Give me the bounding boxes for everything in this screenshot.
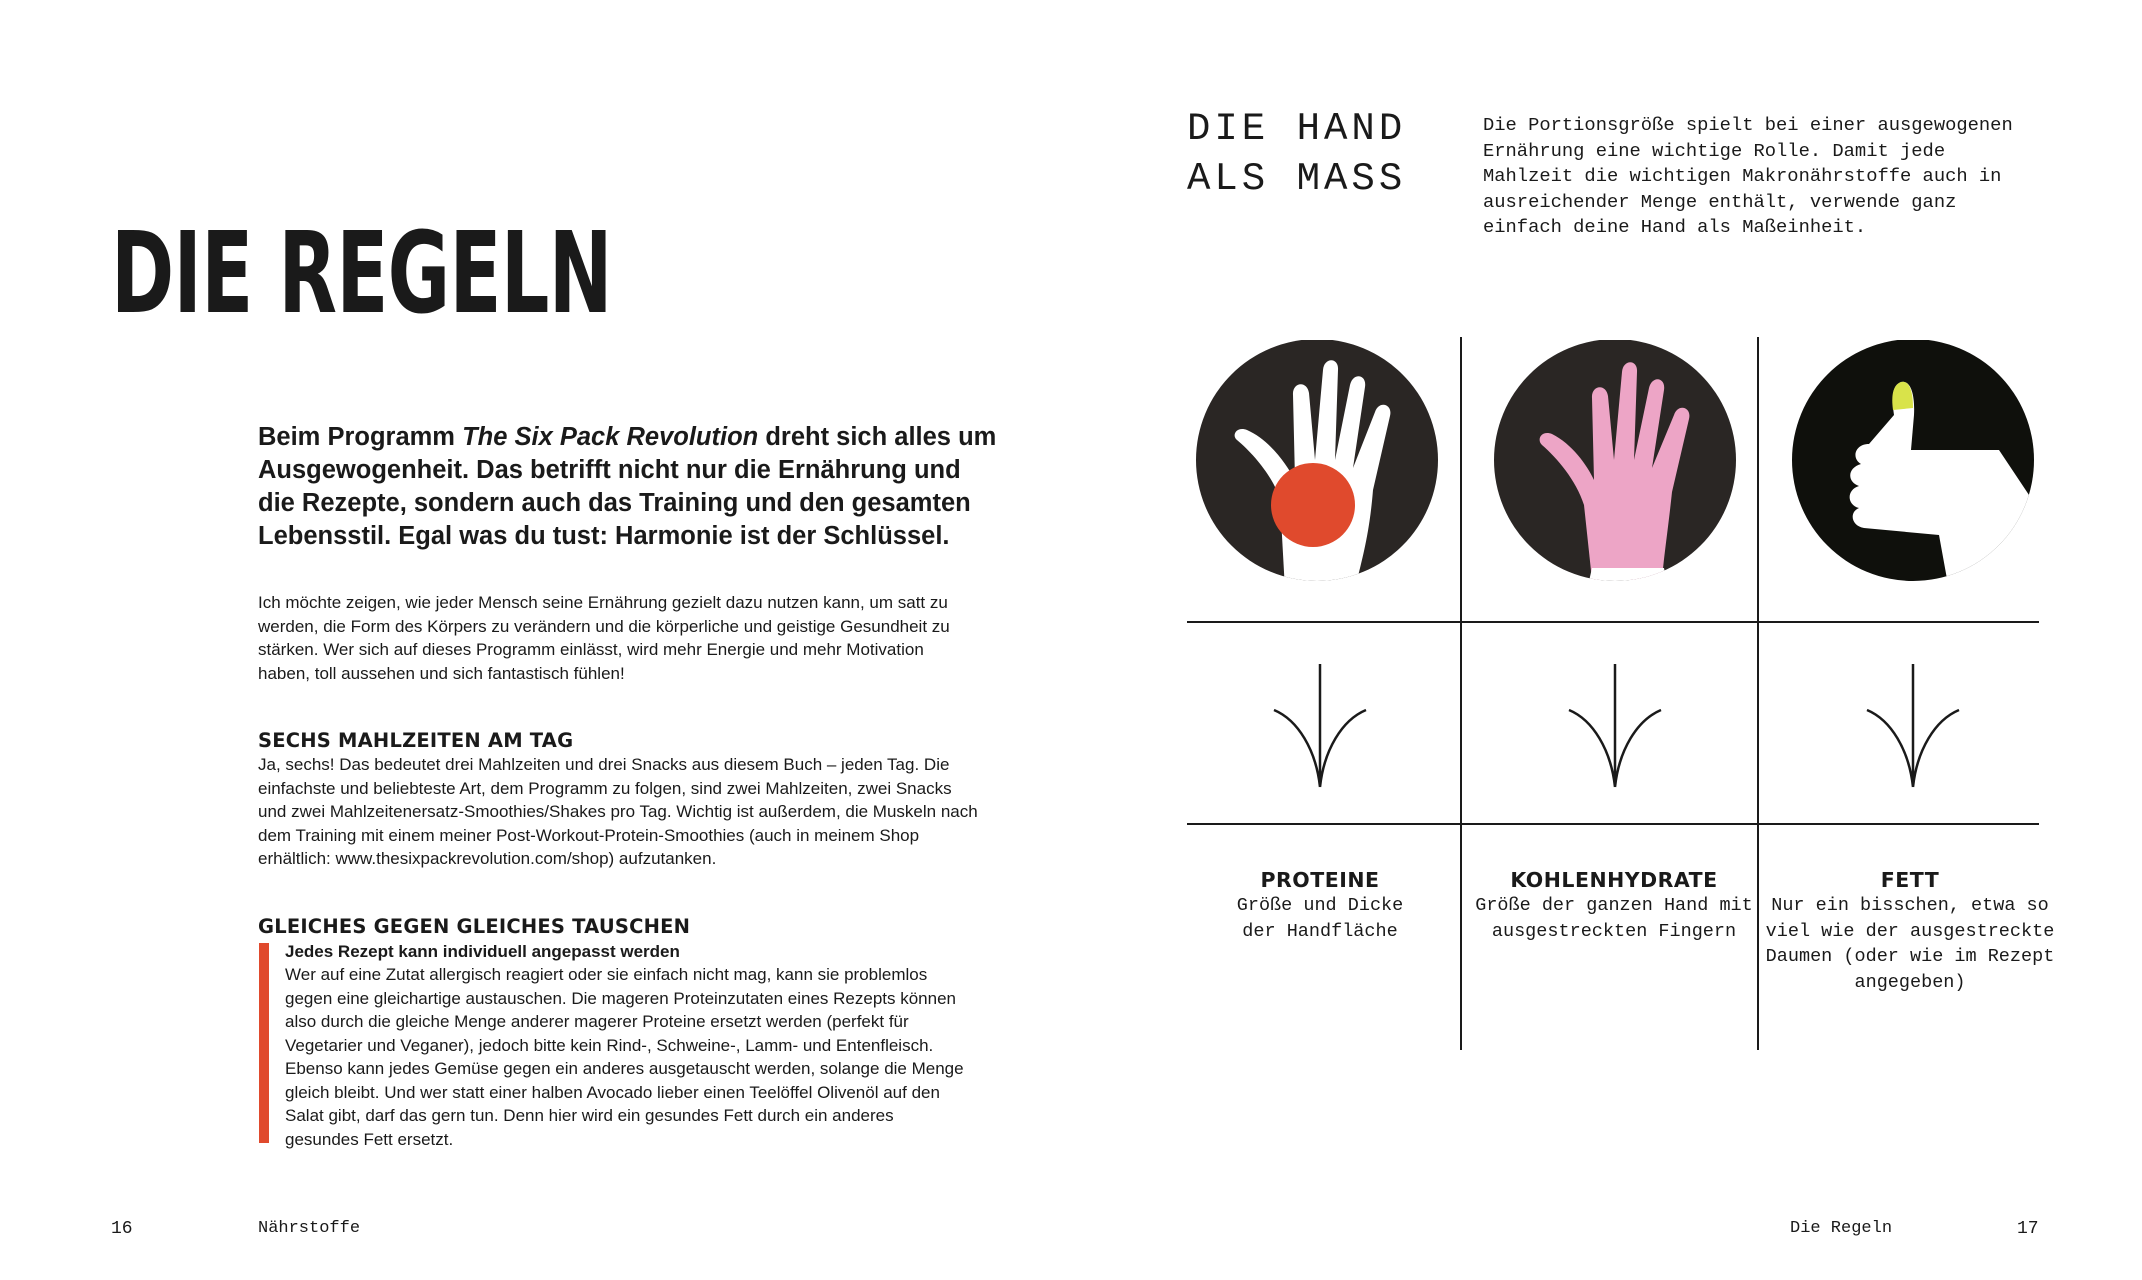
column-description: Nur ein bisschen, etwa so viel wie der ausgestreckte Daumen (oder wie im Rezept angegeben) xyxy=(1765,895,2055,993)
column-label: KOHLENHYDRATE xyxy=(1510,868,1718,892)
section-body-swap: Wer auf eine Zutat allergisch reagiert oder sie einfach nicht mag, kann sie problemlos gegen eine gleichartige austauschen. Die mageren Proteinzutaten eines Rezepts können also durch die gleiche Menge anderer magerer Proteine ersetzt werden (perfekt für Vegetarier und Veganer), jedoch bitte kein Rind-, Schweine-, Lamm- und Entenfleisch. Ebenso kann jedes Gemüse gegen ein anderes ausgetauscht werden, solange die Menge gleich bleibt. Und wer statt einer halben Avocado lieber einen Teelöffel Olivenöl auf den Salat gibt, darf das gern tun. Denn hier wird ein gesundes Fett durch ein anderes gesundes Fett ersetzt. xyxy=(285,965,964,1149)
grid-divider-horizontal-1 xyxy=(1187,621,2039,623)
intro-body: Ich möchte zeigen, wie jeder Mensch seine Ernährung gezielt dazu nutzen kann, um satt zu werden, die Form des Körpers zu verändern und die körperliche und geistige Gesundheit zu stärken. Wer sich auf dieses Programm einlässt, wird mehr Energie und mehr Motivation haben, toll aussehen und sich fantastisch fühlen! xyxy=(258,593,950,683)
full-hand-icon xyxy=(1492,340,1742,590)
palm-highlight xyxy=(1271,463,1355,547)
arrow-down-icon xyxy=(1567,662,1663,792)
column-label: FETT xyxy=(1880,868,1940,892)
column-fett xyxy=(1760,867,2060,995)
column-description: Größe der ganzen Hand mit ausgestreckten Fingern xyxy=(1475,895,1753,942)
page-number-right: 17 xyxy=(2017,1219,2039,1239)
hand-section-title: DIE HAND ALS MASS xyxy=(1187,107,1407,201)
arrow-down-icon xyxy=(1865,662,1961,792)
grid-divider-horizontal-2 xyxy=(1187,823,2039,825)
column-kohlenhydrate xyxy=(1464,867,1764,944)
section-heading-swap: GLEICHES GEGEN GLEICHES TAUSCHEN xyxy=(258,915,691,938)
running-header-right: Die Regeln xyxy=(1790,1219,1893,1238)
column-proteine xyxy=(1170,867,1470,944)
section-body-meals: Ja, sechs! Das bedeutet drei Mahlzeiten und drei Snacks aus diesem Buch – jeden Tag. Die einfachste und beliebteste Art, dem Programm zu folgen, sind zwei Mahlzeiten, zwei Snacks und zwei Mahlzeitenersatz-Smoothies/Shakes pro Tag. Wichtig ist außerdem, die Muskeln nach dem Training mit einem meiner Post-Workout-Protein-Smoothies (auch in meinem Shop erhältlich: www.thesixpackrevolution.com/shop) aufzutanken. xyxy=(258,755,978,868)
intro-lead: Beim Programm The Six Pack Revolution dreht sich alles um Ausgewogenheit. Das betrifft nicht nur die Ernährung und die Rezepte, sondern auch das Training und den gesamten Lebensstil. Egal was du tust: Harmonie ist der Schlüssel. xyxy=(258,423,997,550)
page-number-left: 16 xyxy=(111,1219,133,1239)
thumb-icon xyxy=(1789,340,2039,590)
accent-bar xyxy=(259,943,269,1143)
column-label: PROTEINE xyxy=(1260,868,1380,892)
arrow-down-icon xyxy=(1272,662,1368,792)
book-title: The Six Pack Revolution xyxy=(462,423,759,451)
page-title: DIE REGELN xyxy=(111,209,612,339)
hand-section-intro: Die Portionsgröße spielt bei einer ausgewogenen Ernährung eine wichtige Rolle. Damit jede Mahlzeit die wichtigen Makronährstoffe auch in ausreichender Menge enthält, verwende ganz einfach deine Hand als Maßeinheit. xyxy=(1483,114,2013,238)
running-header-left: Nährstoffe xyxy=(258,1219,361,1238)
section-subheading-swap: Jedes Rezept kann individuell angepasst werden xyxy=(285,942,680,961)
section-heading-meals: SECHS MAHLZEITEN AM TAG xyxy=(258,729,574,752)
column-description: Größe und Dicke der Handfläche xyxy=(1236,895,1404,942)
palm-icon xyxy=(1195,340,1445,590)
